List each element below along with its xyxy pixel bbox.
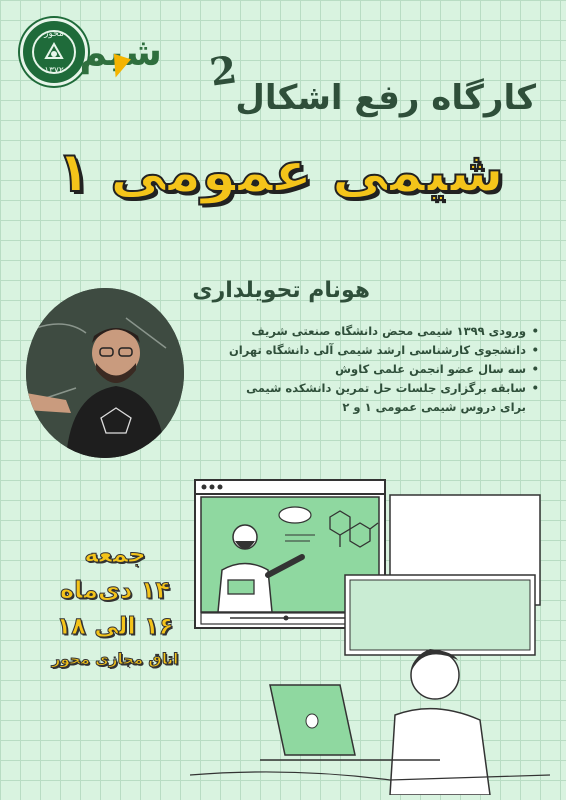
workshop-title: کارگاه رفع اشکال [235, 78, 536, 118]
bio-item: • ورودی ۱۳۹۹ شیمی محض دانشگاه صنعتی شریف [226, 322, 526, 341]
schedule-block [40, 540, 190, 668]
event-room: اتاق مجازی محور [51, 650, 179, 668]
event-time: ۱۶ الی ۱۸ [56, 612, 174, 640]
seal-bottom-text: ۱۳۷۲ [44, 66, 64, 76]
seal-top-text: محور [44, 29, 64, 39]
brand-text: شیم [79, 30, 162, 74]
brand-logo [79, 22, 162, 82]
event-date: ۱۴ دی‌ماه [59, 576, 170, 604]
instructor-bio-list [226, 322, 540, 417]
online-class-illustration [190, 475, 550, 795]
instructor-photo [26, 288, 184, 458]
bio-item: • دانشجوی کارشناسی ارشد شیمی آلی دانشگاه تهران [226, 341, 526, 360]
university-seal-logo [20, 18, 88, 86]
course-title: شیمی عمومی ۱ [56, 140, 504, 205]
bio-item: • سه سال عضو انجمن علمی کاوش [226, 360, 526, 379]
event-day: جمعه [84, 540, 146, 568]
instructor-name: هونام تحویلداری [192, 278, 370, 303]
workshop-number: 2 [206, 46, 240, 95]
bio-item: • سابقه برگزاری جلسات حل تمرین دانشکده شیمی برای دروس شیمی عمومی ۱ و ۲ [226, 379, 526, 417]
